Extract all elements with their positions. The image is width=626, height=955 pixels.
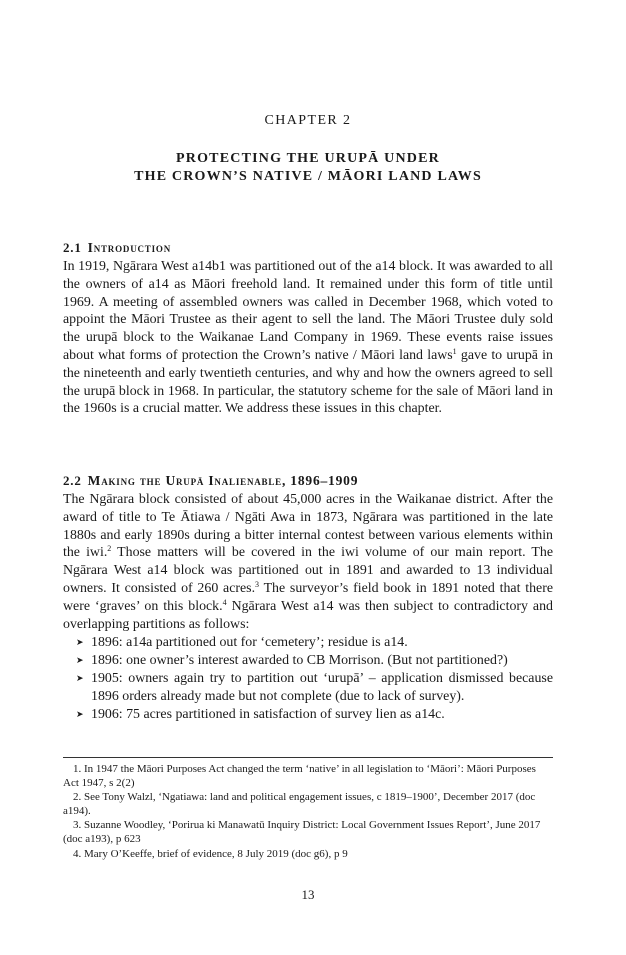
footnote-ref-1: 1: [452, 346, 457, 356]
footnote-ref-4: 4: [222, 597, 227, 607]
bullet-arrow-icon: ➤: [76, 672, 84, 683]
section-introduction: [63, 240, 553, 418]
section-heading: [63, 240, 553, 256]
paragraph-text: The Ngārara block consisted of about 45,000 acres in the Waikanae district. After the award of title to Te Ātiawa / Ngāti Awa in 1873, Ngārara was partitioned in the late 1880s and early 1890s during a bitter internal contest between various elements within the iwi.: [63, 492, 553, 561]
section-number: 2.1: [63, 240, 82, 255]
footnote-ref-3: 3: [255, 579, 260, 589]
footnote-1: 1. In 1947 the Māori Purposes Act changed the term ‘native’ in all legislation to ‘Māori’: Māori Purposes Act 1947, s 2(2): [63, 763, 536, 789]
bullet-arrow-icon: ➤: [76, 637, 84, 648]
section-making-urupa-inalienable: [63, 473, 553, 723]
footnote-4: 4. Mary O’Keeffe, brief of evidence, 8 July 2019 (doc g6), p 9: [73, 847, 348, 860]
paragraph-text: Ngārara West a14 was then subject to contradictory and overlapping partitions as follows:: [63, 598, 553, 632]
footnotes: [63, 763, 553, 862]
chapter-title-line-2: THE CROWN’S NATIVE / MĀORI LAND LAWS: [134, 169, 482, 184]
footnote-ref-2: 2: [107, 544, 112, 554]
bullet-arrow-icon: ➤: [76, 655, 84, 666]
paragraph-text: Those matters will be covered in the iwi volume of our main report. The Ngārara West a14 block was partitioned out in 1891 and awarded to 13 individual owners. It consisted of 260 acres.: [63, 545, 553, 596]
list-item-text: 1896: a14a partitioned out for ‘cemetery’; residue is a14.: [91, 635, 408, 651]
footnote-divider: [63, 757, 553, 758]
section-title: Making the Urupā Inalienable, 1896–1909: [87, 473, 359, 488]
chapter-label: CHAPTER 2: [264, 113, 352, 128]
body-paragraph: [63, 491, 553, 633]
footnote-2: 2. See Tony Walzl, ‘Ngatiawa: land and political engagement issues, c 1819–1900’, December 2017 (doc a194).: [63, 791, 536, 817]
footnote-3: 3. Suzanne Woodley, ‘Porirua ki Manawatū Inquiry District: Local Government Issues Report’, June 2017 (doc a193), p 623: [63, 819, 541, 845]
bullet-arrow-icon: ➤: [76, 708, 84, 719]
list-item: [63, 652, 553, 670]
list-item-text: 1905: owners again try to partition out ‘urupā’ – application dismissed because 1896 orders already made but not complete (due to lack of survey).: [91, 670, 553, 704]
list-item: [63, 670, 553, 706]
list-item-text: 1896: one owner’s interest awarded to CB Morrison. (But not partitioned?): [91, 653, 508, 669]
partition-list: [63, 634, 553, 723]
section-number: 2.2: [63, 473, 82, 488]
list-item: [63, 706, 553, 724]
list-item-text: 1906: 75 acres partitioned in satisfaction of survey lien as a14c.: [91, 706, 445, 722]
section-title: Introduction: [87, 240, 172, 255]
paragraph-text: gave to urupā in the nineteenth and early twentieth centuries, and why and how the owners agreed to sell the urupā block in 1968. In particular, the statutory scheme for the sale of Māori land in the 1960s is a crucial matter. We address these issues in this chapter.: [63, 347, 553, 417]
list-item: [63, 634, 553, 652]
chapter-title-line-1: PROTECTING THE URUPĀ UNDER: [176, 151, 440, 166]
page-number: 13: [301, 887, 315, 902]
section-heading: [63, 473, 553, 489]
paragraph-text: The surveyor’s field book in 1891 noted that there were ‘graves’ on this block.: [63, 580, 553, 614]
body-paragraph: [63, 258, 553, 418]
paragraph-text: In 1919, Ngārara West a14b1 was partitioned out of the a14 block. It was awarded to all the owners of a14 as Māori freehold land. It remained under this form of title until 1969. A meeting of assembled owners was called in December 1968, which voted to appoint the Māori Trustee as their agent to sell the land. The Māori Trustee duly sold the urupā block to the Waikanae Land Company in 1969. These events raise issues about what forms of protection the Crown’s native / Māori land laws: [63, 259, 553, 363]
chapter-title: [63, 150, 553, 186]
